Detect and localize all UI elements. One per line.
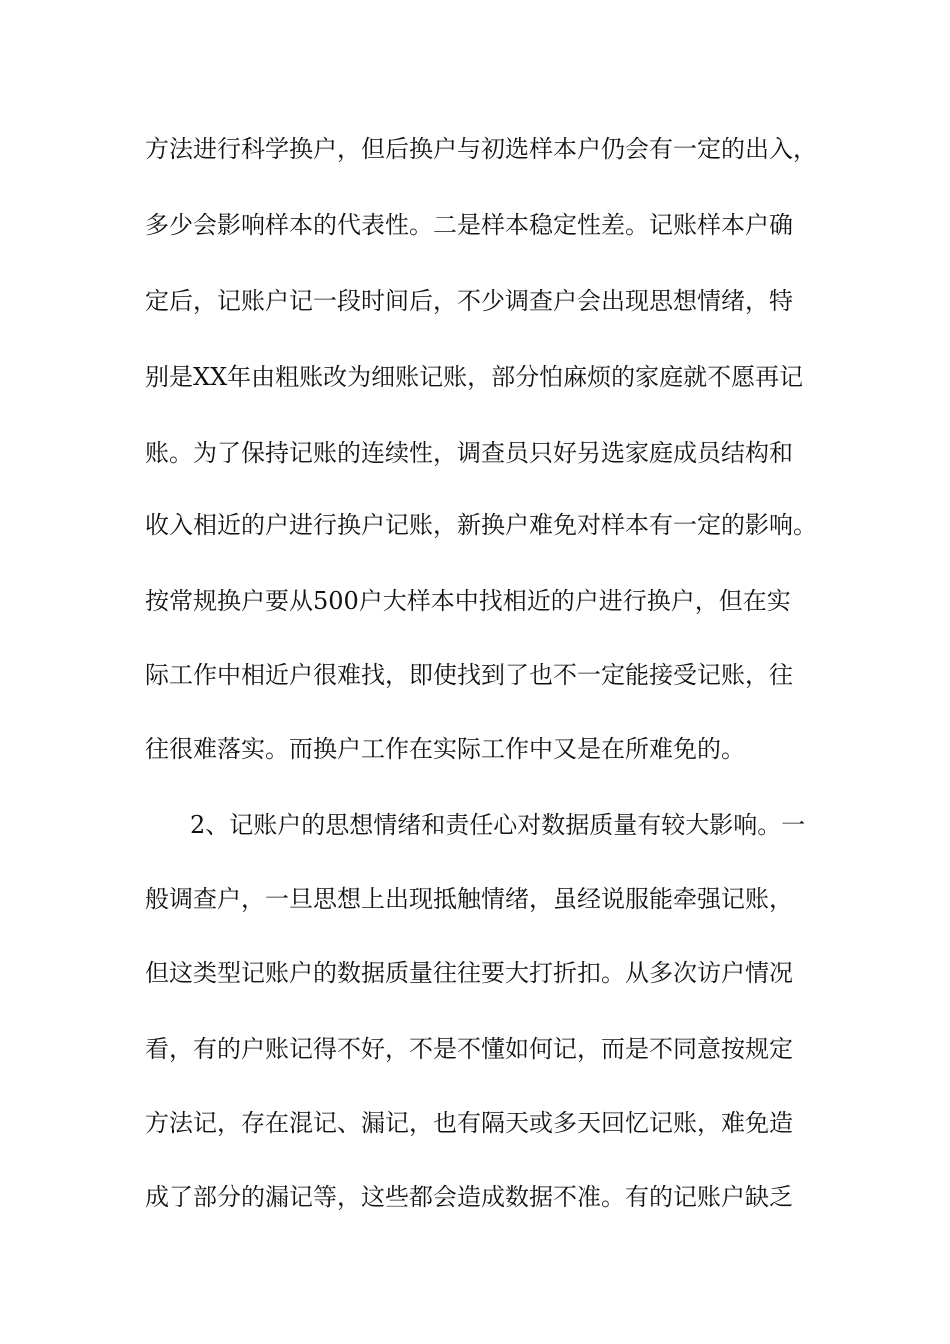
paragraph-start-line: 2、记账户的思想情绪和责任心对数据质量有较大影响。一 xyxy=(190,811,806,839)
text-line: 往很难落实。而换户工作在实际工作中又是在所难免的。 xyxy=(145,735,745,763)
text-line: 看，有的户账记得不好，不是不懂如何记，而是不同意按规定 xyxy=(145,1035,793,1063)
text-line: 按常规换户要从500户大样本中找相近的户进行换户，但在实 xyxy=(145,587,791,615)
text-line: 账。为了保持记账的连续性，调查员只好另选家庭成员结构和 xyxy=(145,439,793,467)
text-line: 但这类型记账户的数据质量往往要大打折扣。从多次访户情况 xyxy=(145,959,793,987)
text-line: 定后，记账户记一段时间后，不少调查户会出现思想情绪，特 xyxy=(145,287,793,315)
text-line: 别是XX年由粗账改为细账记账，部分怕麻烦的家庭就不愿再记 xyxy=(145,363,804,391)
text-line: 般调查户，一旦思想上出现抵触情绪，虽经说服能牵强记账， xyxy=(145,885,793,913)
text-line: 方法进行科学换户，但后换户与初选样本户仍会有一定的出入， xyxy=(145,135,817,163)
text-line: 际工作中相近户很难找，即使找到了也不一定能接受记账，往 xyxy=(145,661,793,689)
text-line: 收入相近的户进行换户记账，新换户难免对样本有一定的影响。 xyxy=(145,511,817,539)
text-line: 方法记，存在混记、漏记，也有隔天或多天回忆记账，难免造 xyxy=(145,1109,793,1137)
text-line: 多少会影响样本的代表性。二是样本稳定性差。记账样本户确 xyxy=(145,211,793,239)
text-line: 成了部分的漏记等，这些都会造成数据不准。有的记账户缺乏 xyxy=(145,1183,793,1211)
